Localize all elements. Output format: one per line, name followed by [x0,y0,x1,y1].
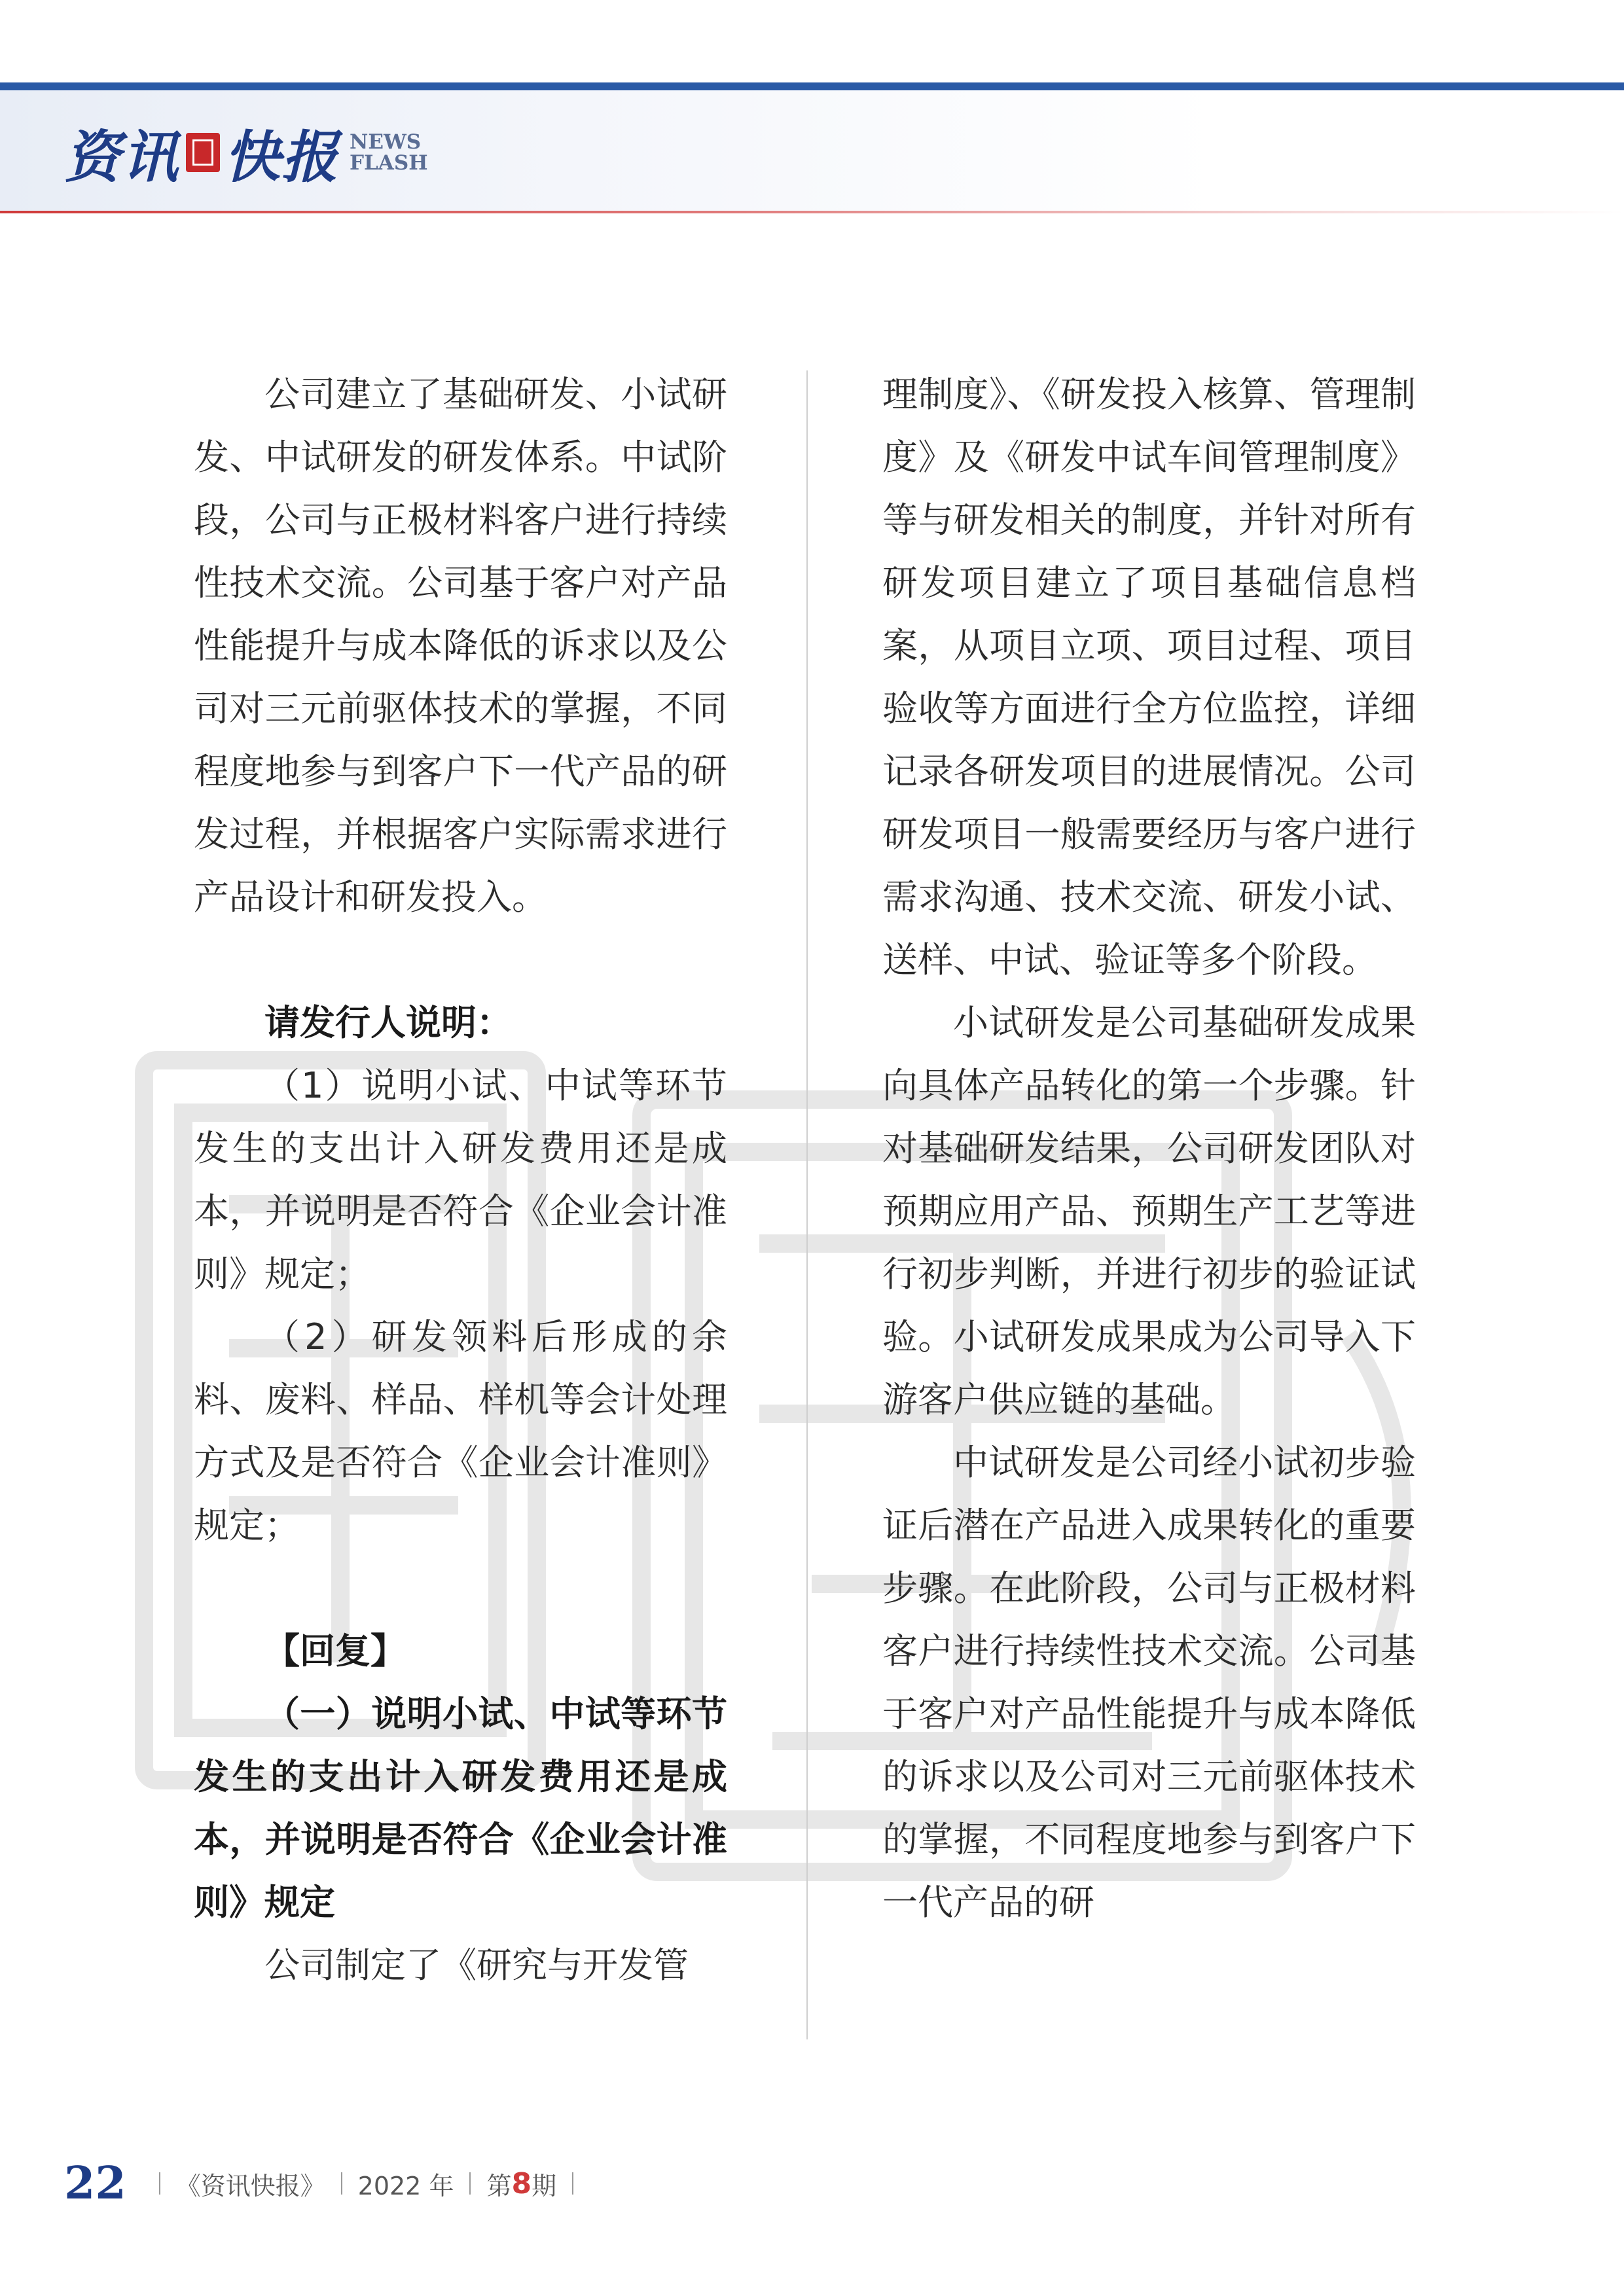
left-paragraph-last: 公司制定了《研究与开发管 [264,1945,689,1986]
right-paragraph-3: 中试研发是公司经小试初步验证后潜在产品进入成果转化的重要步骤。在此阶段，公司与正极材料客户进行持续性技术交流。公司基于客户对产品性能提升与成本降低的诉求以及公司对三元前驱体技术的掌握，不同程度地参与到客户下一代产品的研 [882,1442,1416,1923]
logo-word-2: 快报 [224,124,339,190]
header-red-line [0,211,1624,213]
footer-separator [341,2172,342,2195]
reply-heading: 【回复】 [264,1630,406,1672]
right-column [882,363,1416,1934]
logo-en-line1: NEWS [350,130,422,154]
footer-year: 2022 年 [357,2171,454,2200]
page-footer [64,2157,589,2210]
spacer [194,929,727,992]
reply-subheading: （一）说明小试、中试等环节发生的支出计入研发费用还是成本，并说明是否符合《企业会计准则》规定 [194,1693,727,1923]
footer-issue-prefix: 第 [486,2171,512,2200]
question-heading: 请发行人说明： [264,1002,512,1043]
question-item-2: （2）研发领料后形成的余料、废料、样品、样机等会计处理方式及是否符合《企业会计准则》规定； [194,1316,727,1546]
left-column [194,363,727,1997]
logo-word-1: 资讯 [64,124,179,190]
spacer [194,1557,727,1620]
footer-separator [159,2172,160,2195]
right-paragraph-2: 小试研发是公司基础研发成果向具体产品转化的第一个步骤。针对基础研发结果，公司研发团队对预期应用产品、预期生产工艺等进行初步判断，并进行初步的验证试验。小试研发成果成为公司导入下游客户供应链的基础。 [882,1002,1416,1420]
question-item-1: （1）说明小试、中试等环节发生的支出计入研发费用还是成本，并说明是否符合《企业会计准则》规定； [194,1065,727,1295]
masthead-logo [64,110,428,195]
footer-issue-number: 8 [511,2166,532,2200]
header-top-rule [0,82,1624,90]
page-number: 22 [64,2157,126,2210]
logo-english [350,132,428,173]
footer-separator [469,2172,471,2195]
footer-publication: 《资讯快报》 [175,2171,325,2200]
right-paragraph-1: 理制度》、《研发投入核算、管理制度》及《研发中试车间管理制度》等与研发相关的制度，并针对所有研发项目建立了项目基础信息档案，从项目立项、项目过程、项目验收等方面进行全方位监控，详细记录各研发项目的进展情况。公司研发项目一般需要经历与客户进行需求沟通、技术交流、研发小试、送样、中试、验证等多个阶段。 [882,374,1416,980]
footer-separator [572,2172,573,2195]
footer-issue-suffix: 期 [532,2171,557,2200]
left-paragraph-1: 公司建立了基础研发、小试研发、中试研发的研发体系。中试阶段，公司与正极材料客户进行持续性技术交流。公司基于客户对产品性能提升与成本降低的诉求以及公司对三元前驱体技术的掌握，不同程度地参与到客户下一代产品的研发过程，并根据客户实际需求进行产品设计和研发投入。 [194,374,727,918]
logo-en-line2: FLASH [350,151,428,175]
column-divider [806,370,808,2039]
logo-seal-icon [186,133,220,172]
